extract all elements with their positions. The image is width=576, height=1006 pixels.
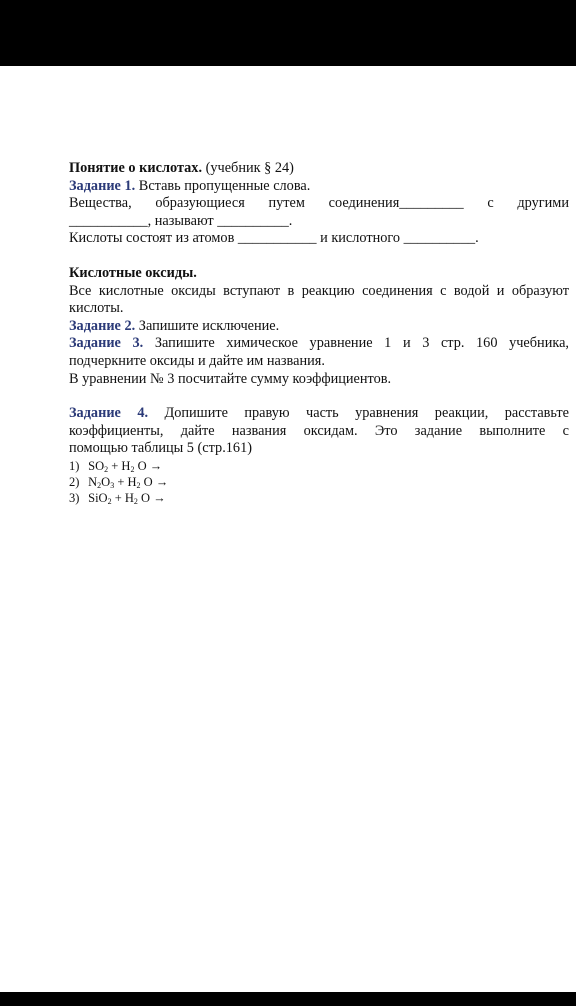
subscript: 2 <box>136 480 141 490</box>
task3-line1 <box>69 335 569 353</box>
oxides-text-line1: Все кислотные оксиды вступают в реакцию соединения с водой и образуют <box>69 282 569 299</box>
equation-reactant-c: O <box>140 474 153 489</box>
equation-number: 3) <box>69 490 80 505</box>
spacer <box>69 248 569 265</box>
equation-reactant-a: SiO <box>88 490 108 505</box>
textbook-reference: (учебник § 24) <box>205 160 294 176</box>
equation-plus: + <box>108 458 122 473</box>
task1-line <box>69 178 569 196</box>
task2-text: Запишите исключение. <box>138 317 280 334</box>
equation-item <box>69 458 569 474</box>
equation-list <box>69 458 569 506</box>
subscript: 3 <box>110 480 115 490</box>
equation-reactant-c: O <box>134 458 147 473</box>
arrow-icon: → <box>149 458 163 473</box>
task1-label: Задание 1. <box>69 177 136 194</box>
task3-line3: В уравнении № 3 посчитайте сумму коэффициентов. <box>69 370 392 387</box>
equation-plus: + <box>114 474 128 489</box>
equation-number: 2) <box>69 474 80 489</box>
equation-number: 1) <box>69 458 80 473</box>
task3-text: Запишите химическое уравнение 1 и 3 стр. 160 учебника, <box>154 335 569 352</box>
task2-line <box>69 318 569 336</box>
subscript: 2 <box>104 464 109 474</box>
task1-text: Вставь пропущенные слова. <box>138 177 311 194</box>
task4-line2: коэффициенты, дайте названия оксидам. Это задание выполните с <box>69 422 569 439</box>
document-content <box>69 160 569 506</box>
task4-label: Задание 4. <box>69 405 149 422</box>
equation-item <box>69 474 569 490</box>
equation-item <box>69 490 569 506</box>
task2-label: Задание 2. <box>69 317 136 334</box>
equation-reactant-a2: O <box>101 474 111 489</box>
subscript: 2 <box>130 464 135 474</box>
task3-label: Задание 3. <box>69 335 144 352</box>
arrow-icon: → <box>153 490 166 505</box>
section1-heading <box>69 160 569 178</box>
equation-reactant-b: H <box>121 458 131 473</box>
section-title-acidic-oxides: Кислотные оксиды. <box>69 264 197 281</box>
task1-sentence2: Кислоты состоят из атомов ___________ и кислотного __________. <box>69 230 479 247</box>
equation-reactant-a: SO <box>88 458 105 473</box>
arrow-icon: → <box>155 474 169 489</box>
subscript: 2 <box>97 480 102 490</box>
subscript: 2 <box>133 496 138 506</box>
equation-reactant-b: H <box>124 490 134 505</box>
subscript: 2 <box>107 496 112 506</box>
equation-reactant-b: H <box>127 474 137 489</box>
task1-sentence1-line1: Вещества, образующиеся путем соединения_________ с другими <box>69 195 569 212</box>
task4-line3: помощью таблицы 5 (стр.161) <box>69 440 252 457</box>
equation-plus: + <box>111 490 125 505</box>
task3-line2: подчеркните оксиды и дайте им названия. <box>69 352 325 369</box>
equation-reactant-a: N <box>88 474 98 489</box>
task4-text: Допишите правую часть уравнения реакции, расставьте <box>164 405 569 422</box>
spacer <box>69 388 569 405</box>
oxides-text-line2: кислоты. <box>69 300 124 317</box>
document-page <box>0 66 576 992</box>
task1-sentence1-line2: ___________, называют __________. <box>69 212 293 229</box>
section-title-acids: Понятие о кислотах. <box>69 160 203 176</box>
equation-reactant-c: O <box>137 490 151 505</box>
task4-line1 <box>69 405 569 423</box>
